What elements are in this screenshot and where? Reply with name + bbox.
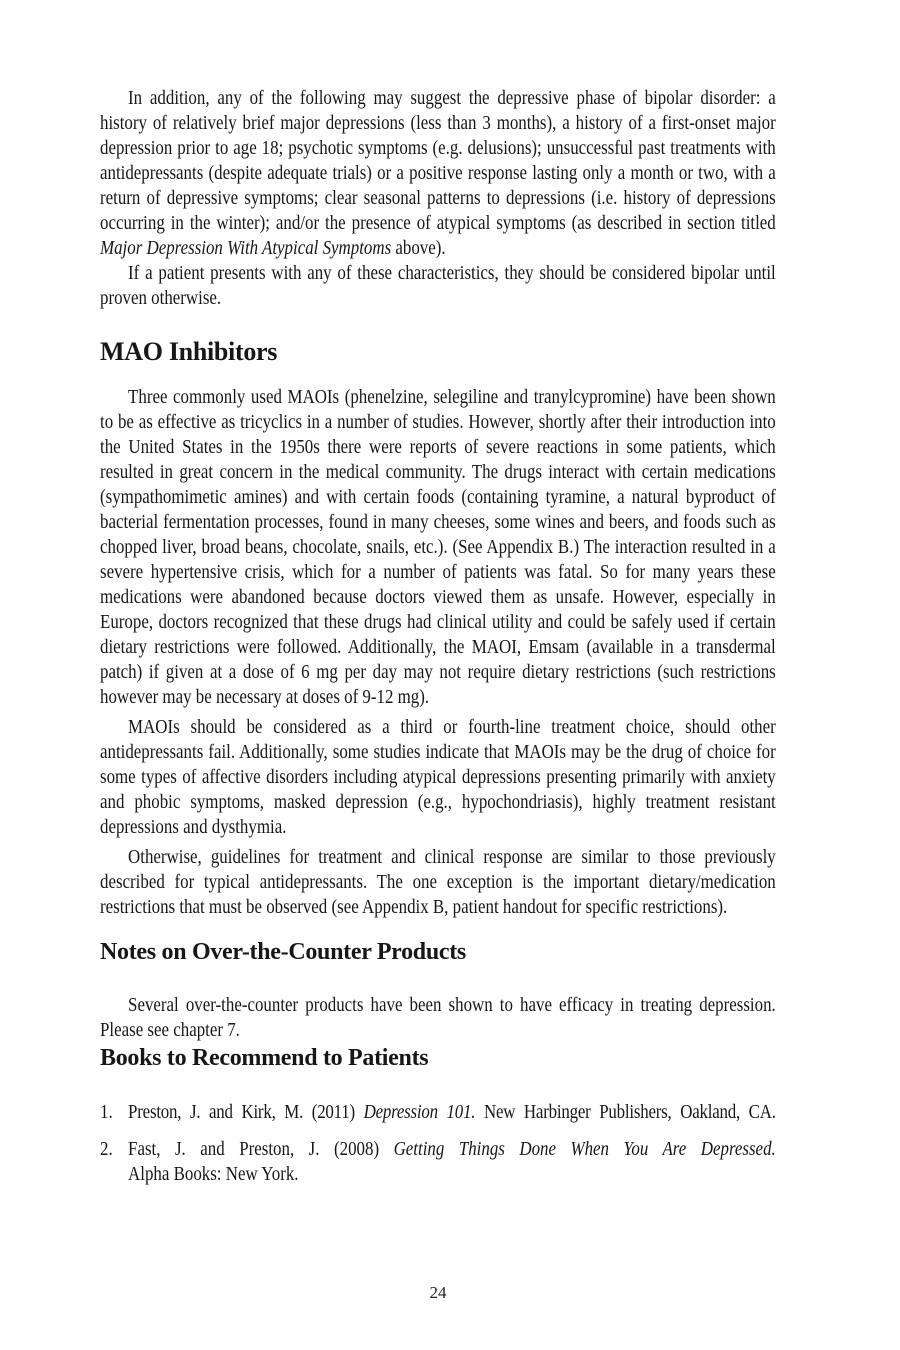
paragraph-mao-history: Three commonly used MAOIs (phenelzine, selegiline and tranylcypromine) have been shown to be as effective as tricyclics in a number of studies. However, shortly after their introduction into the United States in the 1950s there were reports of severe reactions in some patients, which resulted in great concern in the medical community. The drugs interact with certain medications (sympathomimetic amines) and with certain foods (containing tyramine, a natural byproduct of bacterial fermentation processes, found in many cheeses, some wines and beers, and foods such as chopped liver, broad beans, chocolate, snails, etc.). (See Appendix B.) The interaction resulted in a severe hypertensive crisis, which for a number of patients was fatal. So for many years these medications were abandoned because doctors viewed them as unsafe. However, especially in Europe, doctors recognized that these drugs had clinical utility and could be safely used if certain dietary restrictions were followed. Additionally, the MAOI, Emsam (available in a transdermal patch) if given at a dose of 6 mg per day may not require dietary restrictions (such restrictions however may be necessary at doses of 9-12 mg). [100, 386, 776, 708]
section-heading-books: Books to Recommend to Patients [100, 1045, 429, 1071]
paragraph-bipolar-indicators: In addition, any of the following may suggest the depressive phase of bipolar disorder: a history of relatively brief major depressions (less than 3 months), a history of a first-onset major depression prior to age 18; psychotic symptoms (e.g. delusions); unsuccessful past treatments with antidepressants (despite adequate trials) or a positive response lasting only a month or two, with a return of depressive symptoms; clear seasonal patterns to depressions (i.e. history of depressions occurring in the winter); and/or the presence of atypical symptoms (as described in section titled Major Depression With Atypical Symptoms above). [100, 87, 776, 259]
list-item-book-2 [100, 1137, 776, 1187]
book-citation-2-publisher: Alpha Books: New York. [128, 1163, 299, 1185]
section-heading-mao-inhibitors: MAO Inhibitors [100, 337, 278, 366]
book-citation-2: Fast, J. and Preston, J. (2008) Getting Things Done When You Are Depressed. [128, 1138, 776, 1160]
book-recommendation-list [100, 1100, 776, 1187]
section-heading-otc-products: Notes on Over-the-Counter Products [100, 939, 466, 965]
paragraph-bipolar-conclusion: If a patient presents with any of these characteristics, they should be considered bipolar until proven otherwise. [100, 262, 776, 309]
paragraph-mao-choice: MAOIs should be considered as a third or fourth-line treatment choice, should other antidepressants fail. Additionally, some studies indicate that MAOIs may be the drug of choice for some types of affective disorders including atypical depressions presenting primarily with anxiety and phobic symptoms, masked depression (e.g., hypochondriasis), highly treatment resistant depressions and dysthymia. [100, 716, 776, 838]
list-number: 2. [100, 1138, 113, 1160]
paragraph-mao-guidelines: Otherwise, guidelines for treatment and clinical response are similar to those previously described for typical antidepressants. The one exception is the important dietary/medication restrictions that must be observed (see Appendix B, patient handout for specific restrictions). [100, 846, 776, 918]
list-number: 1. [100, 1101, 113, 1123]
page-number: 24 [429, 1283, 447, 1302]
list-item-book-1 [100, 1100, 776, 1125]
paragraph-otc-note: Several over-the-counter products have been shown to have efficacy in treating depression. Please see chapter 7. [100, 994, 776, 1041]
book-citation-1: Preston, J. and Kirk, M. (2011) Depression 101. New Harbinger Publishers, Oakland, CA. [128, 1101, 776, 1123]
text-column [100, 86, 895, 1187]
